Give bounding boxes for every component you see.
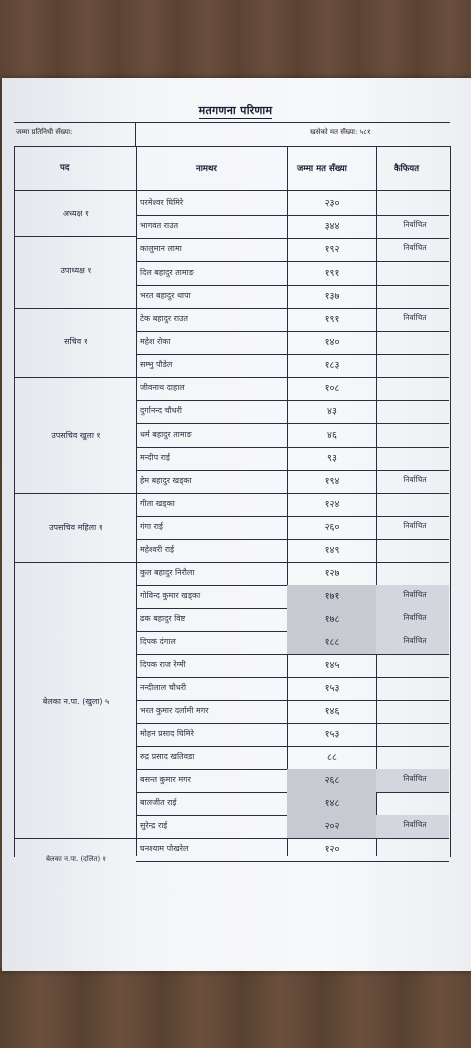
table-row [136, 539, 449, 563]
candidate-name: दिल बहादुर तामाङ [140, 268, 194, 277]
vote-count: १०८ [324, 383, 340, 394]
candidate-name: महेश रोका [140, 337, 171, 346]
candidate-name: रुद्र प्रसाद खतिवडा [140, 752, 195, 761]
candidate-name: भरत बहादुर थापा [140, 291, 191, 300]
remark-elected: निर्वाचित [403, 521, 427, 530]
table-row [136, 215, 449, 239]
remark-elected: निर्वाचित [403, 243, 427, 252]
post-label: बेलका न.पा. (खुला) ५ [42, 697, 110, 706]
header-name: नामथर [196, 164, 217, 174]
table-row [136, 354, 449, 378]
meta-divider [135, 122, 136, 146]
candidate-name: परमेश्वर घिमिरे [140, 198, 184, 207]
table-row [136, 723, 449, 747]
post-label: सचिव १ [64, 337, 88, 346]
vote-count: २६८ [324, 775, 340, 786]
group-rule [14, 493, 136, 494]
candidate-name: मन्दीप राई [140, 453, 170, 462]
table-row [136, 677, 449, 701]
vote-count: १९१ [324, 268, 340, 279]
group-rule [14, 308, 136, 309]
candidate-name: भागवत राउत [140, 221, 179, 230]
table-row [136, 792, 449, 816]
group-rule [14, 236, 136, 237]
vote-count: १५३ [324, 683, 340, 694]
candidate-name: कालुमान लामा [140, 244, 182, 253]
table-row [136, 608, 449, 632]
candidate-name: जीवनाथ दाहाल [140, 383, 185, 392]
table-row [136, 308, 449, 332]
remark-elected: निर्वाचित [403, 590, 427, 599]
post-label: उपसचिव महिला १ [49, 523, 103, 532]
header-rule [14, 190, 450, 191]
candidate-name: भरत कुमार दर्लामी मगर [140, 706, 209, 715]
wooden-table-top [0, 0, 471, 80]
post-label: उपसचिव खुला १ [51, 431, 101, 440]
candidate-name: गंगा राई [140, 522, 163, 531]
remark-elected: निर्वाचित [403, 636, 427, 645]
candidate-name: दिपक दंगाल [140, 637, 176, 646]
table-row [136, 516, 449, 540]
votes-cast-label: खसेको मत सँख्या: ५८१ [310, 128, 371, 136]
table-row [136, 470, 449, 494]
table-row [136, 400, 449, 424]
vote-count: १४९ [324, 545, 340, 556]
vote-count: १२४ [324, 499, 340, 510]
total-representatives-label: जम्मा प्रतिनिधी सँख्या: [16, 128, 73, 136]
vote-count: २३० [324, 198, 340, 209]
vote-count: १७१ [324, 591, 340, 602]
vote-count: १२० [324, 844, 340, 855]
post-label: अध्यक्ष १ [62, 209, 90, 218]
vote-count: १७८ [324, 614, 340, 625]
group-rule [14, 377, 136, 378]
vote-count: १४८ [324, 798, 340, 809]
vote-count: १५३ [324, 729, 340, 740]
table-row [136, 631, 449, 655]
vote-count: ४३ [327, 406, 337, 417]
vote-count: १४६ [324, 706, 340, 717]
table-row [136, 331, 449, 355]
vote-count: १२७ [324, 568, 340, 579]
table-row [136, 815, 449, 839]
candidate-name: बालजीत राई [140, 798, 177, 807]
vote-count: १९४ [324, 476, 340, 487]
vote-count: १४५ [324, 660, 340, 671]
vote-count: १४० [324, 337, 340, 348]
group-rule [14, 838, 136, 839]
remark-elected: निर्वाचित [403, 820, 427, 829]
table-row [136, 769, 449, 793]
vote-count: १८८ [324, 637, 340, 648]
group-rule [14, 562, 136, 563]
wooden-table-bottom [0, 968, 471, 1048]
candidate-name: दिपक राज रेग्मी [140, 660, 186, 669]
remark-elected: निर्वाचित [403, 774, 427, 783]
vote-count: १८३ [324, 360, 340, 371]
table-row [136, 562, 449, 586]
post-label: बेलका न.पा. (दलित) १ [45, 855, 107, 863]
candidate-name: कुल बहादुर निरौला [140, 568, 195, 577]
candidate-name: ढक बहादुर विष्ट [140, 614, 186, 623]
post-label: उपाध्यक्ष १ [60, 266, 92, 275]
table-row [136, 285, 449, 309]
candidate-name: बसन्त कुमार मगर [140, 775, 191, 784]
document-title: मतगणना परिणाम [198, 104, 273, 117]
vote-count: ३४४ [324, 221, 340, 232]
vote-count: ८८ [327, 752, 337, 763]
candidate-name: महेश्वरी राई [140, 545, 175, 554]
candidate-name: घनश्याम पोखरेल [140, 844, 189, 853]
meta-top-rule [14, 122, 450, 123]
vote-count: २६० [324, 522, 340, 533]
candidate-name: गीता खड्का [140, 499, 175, 508]
table-row [136, 377, 449, 401]
table-row [136, 493, 449, 517]
table-row [136, 238, 449, 262]
header-votes: जम्मा मत सँख्या [297, 164, 347, 174]
table-row [136, 447, 449, 471]
remark-elected: निर्वाचित [403, 475, 427, 484]
candidate-name: सम्भु पौडेल [140, 360, 173, 369]
table-row [136, 746, 449, 770]
candidate-name: धर्म बहादुर तामाङ [140, 430, 192, 439]
table-row [136, 838, 449, 862]
table-row [136, 424, 449, 448]
vote-count: ४६ [327, 430, 337, 441]
candidate-name: नन्दीलाल चौधरी [140, 683, 187, 692]
table-row [136, 700, 449, 724]
candidate-name: हेम बहादुर खड्का [140, 476, 192, 485]
candidate-name: सुरेन्द्र राई [140, 821, 168, 830]
table-row [136, 585, 449, 609]
candidate-name: दुर्गानन्द चौधरी [140, 406, 182, 415]
table-row [136, 192, 449, 216]
vote-count: १३७ [324, 291, 340, 302]
table-row [136, 654, 449, 678]
header-remark: कैफियत [394, 164, 420, 174]
remark-elected: निर्वाचित [403, 313, 427, 322]
header-post: पद [60, 163, 70, 173]
vote-count: २०२ [324, 821, 340, 832]
vote-count: ९३ [327, 453, 337, 464]
candidate-name: गोविन्द कुमार खड्का [140, 591, 201, 600]
candidate-name: टेक बहादुर राउत [140, 314, 188, 323]
remark-elected: निर्वाचित [403, 613, 427, 622]
table-row [136, 262, 449, 286]
candidate-name: मोहन प्रसाद घिमिरे [140, 729, 194, 738]
vote-count: १९२ [324, 244, 340, 255]
remark-elected: निर्वाचित [403, 220, 427, 229]
vote-count: १९१ [324, 314, 340, 325]
